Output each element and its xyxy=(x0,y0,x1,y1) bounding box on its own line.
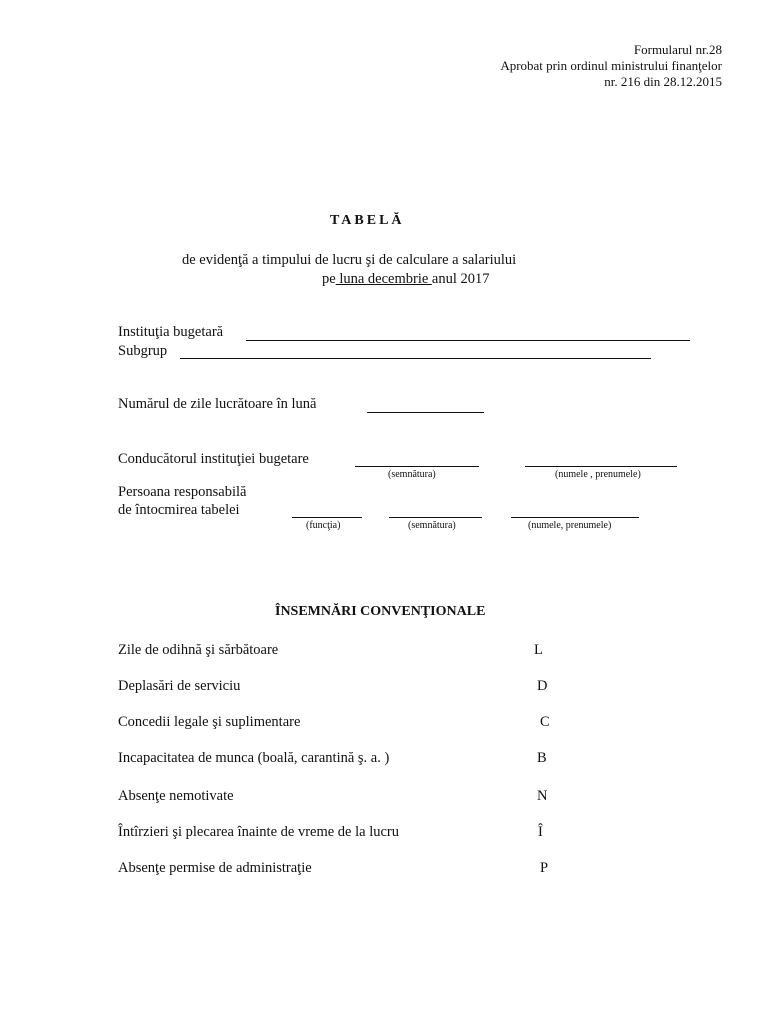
legend-item-label: Absenţe permise de administraţie xyxy=(118,860,312,876)
workdays-label: Numărul de zile lucrătoare în lună xyxy=(118,396,317,412)
workdays-blank xyxy=(367,412,484,413)
legend-item-code: B xyxy=(537,750,547,766)
legend-item-code: N xyxy=(537,788,548,804)
institution-label: Instituţia bugetară xyxy=(118,324,224,340)
resp-signature-blank xyxy=(389,517,482,518)
legend-item-code: Î xyxy=(538,824,543,840)
legend-item-label: Absenţe nemotivate xyxy=(118,788,234,804)
head-signature-caption: (semnătura) xyxy=(388,469,436,480)
resp-name-caption: (numele, prenumele) xyxy=(528,520,612,531)
legend-item-label: Incapacitatea de munca (boală, carantină ş. a. ) xyxy=(118,750,390,766)
legend-item-label: Deplasări de serviciu xyxy=(118,678,241,694)
head-label: Conducătorul instituţiei bugetare xyxy=(118,451,309,467)
resp-signature-caption: (semnătura) xyxy=(408,520,456,531)
subgroup-blank xyxy=(180,358,651,359)
approval-line: Aprobat prin ordinul ministrului finanţelor xyxy=(500,58,722,73)
legend-item-code: D xyxy=(537,678,548,694)
institution-blank xyxy=(246,340,690,341)
resp-name-blank xyxy=(511,517,639,518)
legend-item-code: C xyxy=(540,714,550,730)
head-name-blank xyxy=(525,466,677,467)
subtitle-line-2 xyxy=(322,270,490,288)
legend-item-label: Zile de odihnă şi sărbătoare xyxy=(118,642,279,658)
period-year: anul 2017 xyxy=(431,271,490,287)
head-name-caption: (numele , prenumele) xyxy=(555,469,641,480)
legend-item-code: L xyxy=(534,642,543,658)
responsible-label-2: de întocmirea tabelei xyxy=(118,502,240,518)
period-prefix: pe xyxy=(322,271,336,287)
order-number: nr. 216 din 28.12.2015 xyxy=(604,74,722,89)
document-title: TABELĂ xyxy=(330,213,405,228)
responsible-label-1: Persoana responsabilă xyxy=(118,484,247,500)
legend-item-label: Întîrzieri şi plecarea înainte de vreme de la lucru xyxy=(118,824,399,840)
resp-function-caption: (funcţia) xyxy=(306,520,341,531)
legend-heading: ÎNSEMNĂRI CONVENŢIONALE xyxy=(275,604,486,619)
subgroup-label: Subgrup xyxy=(118,343,168,359)
head-signature-blank xyxy=(355,466,479,467)
period-month: luna decembrie xyxy=(335,271,432,287)
resp-function-blank xyxy=(292,517,362,518)
subtitle-line-1: de evidenţă a timpului de lucru şi de calculare a salariului xyxy=(182,252,517,268)
legend-item-code: P xyxy=(540,860,549,876)
legend-item-label: Concedii legale şi suplimentare xyxy=(118,714,301,730)
form-number: Formularul nr.28 xyxy=(633,42,722,57)
